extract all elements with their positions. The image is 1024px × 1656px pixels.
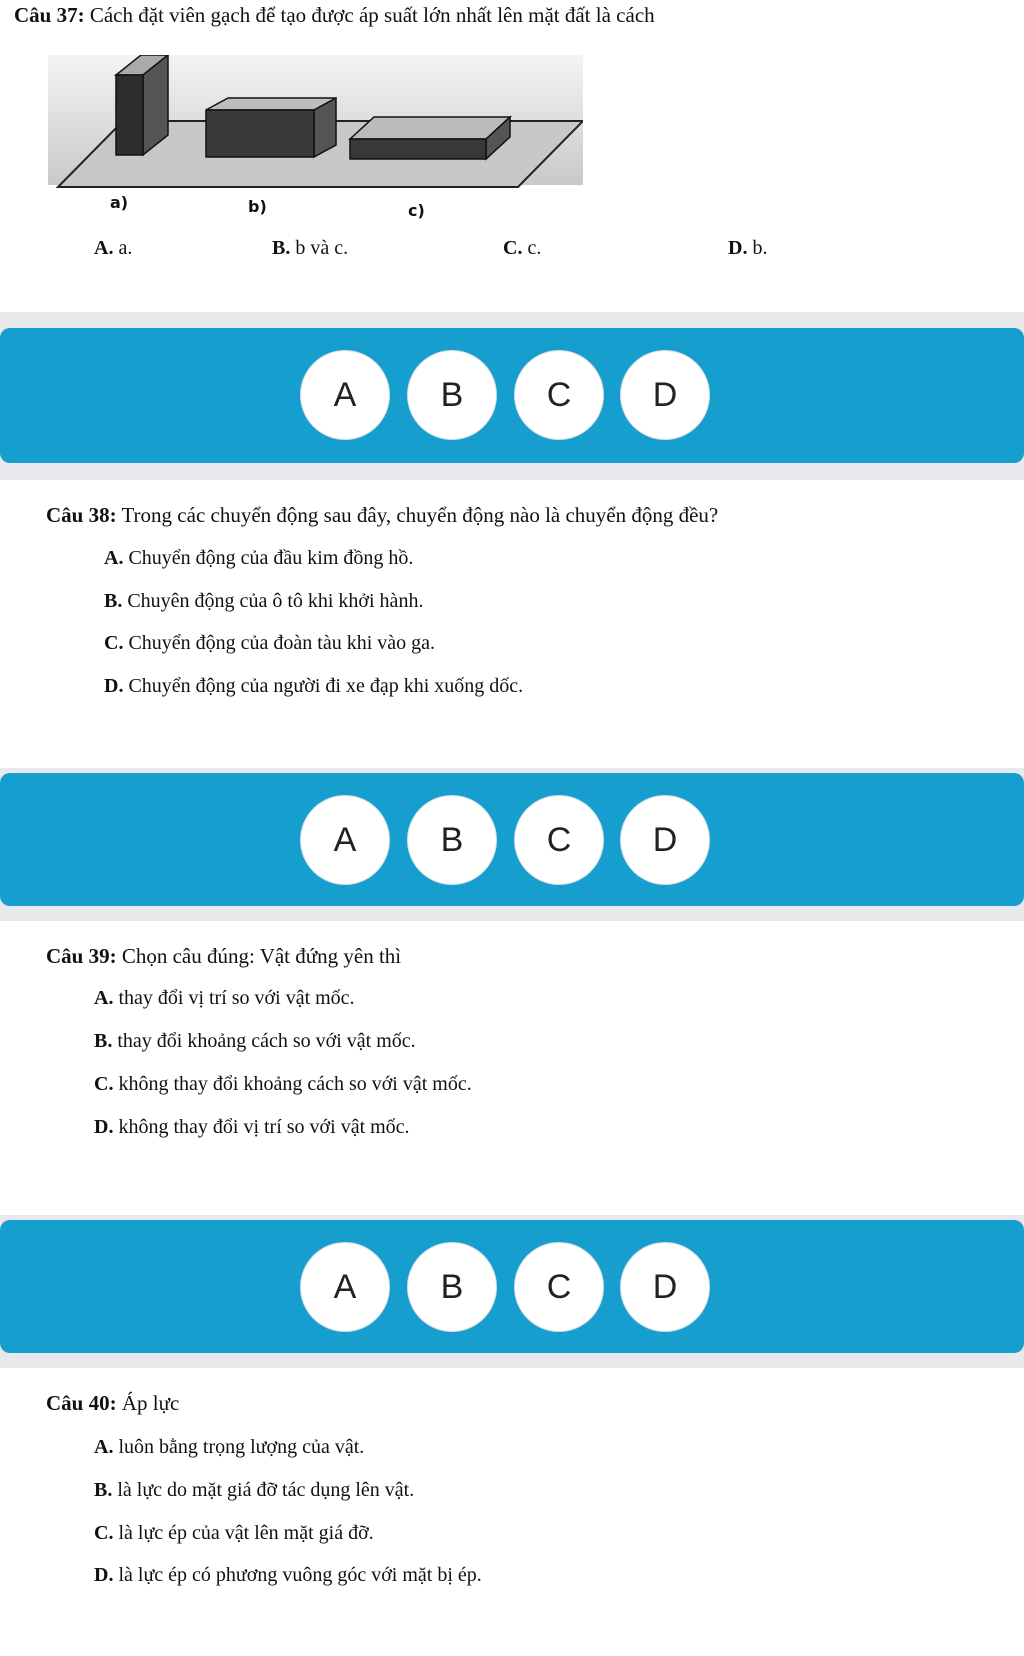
q40-option-b-text: là lực do mặt giá đỡ tác dụng lên vật. [117,1479,415,1501]
bricks-illustration [48,55,583,225]
answer-button-d[interactable]: D [620,795,710,885]
q38-option-b-letter: B. [104,590,123,612]
answer-button-c[interactable]: C [514,1242,604,1332]
answer-band-39 [0,1220,1024,1353]
q40-option-d-letter: D. [94,1564,114,1586]
q40-option-a-letter: A. [94,1436,114,1458]
figure-label-c: c) [408,201,425,220]
figure-label-b: b) [248,197,267,216]
q37-option-d-text: b. [752,237,768,259]
answer-button-a[interactable]: A [300,1242,390,1332]
q40-option-c-text: là lực ép của vật lên mặt giá đỡ. [118,1522,374,1544]
question-38-number: Câu 38: [46,503,117,527]
q40-option-a-text: luôn bằng trọng lượng của vật. [118,1436,365,1458]
answer-button-d[interactable]: D [620,1242,710,1332]
question-37-body: Cách đặt viên gạch để tạo được áp suất lớn nhất lên mặt đất là cách [89,3,655,27]
answer-band-38 [0,773,1024,906]
q39-option-c-text: không thay đổi khoảng cách so với vật mốc. [118,1073,472,1095]
question-card-38 [0,480,1024,768]
q37-option-d [728,235,767,261]
question-39-number: Câu 39: [46,944,117,968]
answer-band-37 [0,328,1024,463]
q39-option-c [94,1071,472,1097]
answer-button-c[interactable]: C [514,350,604,440]
q40-option-d-text: là lực ép có phương vuông góc với mặt bị ép. [118,1564,482,1586]
q39-option-b-text: thay đổi khoảng cách so với vật mốc. [117,1030,416,1052]
question-card-37 [0,0,1024,312]
q37-option-b [272,235,348,261]
q38-option-b [104,588,423,614]
q37-option-c-text: c. [527,237,542,259]
q37-option-a [94,235,132,261]
question-38-text [46,502,718,528]
q38-option-a-letter: A. [104,547,124,569]
q37-option-a-letter: A. [94,237,114,259]
question-39-body: Chọn câu đúng: Vật đứng yên thì [121,944,402,968]
q38-option-a-text: Chuyển động của đầu kim đồng hồ. [128,547,414,569]
q37-option-a-text: a. [118,237,133,259]
question-40-text [46,1390,179,1416]
q37-option-c [503,235,541,261]
q38-option-a [104,545,413,571]
q40-option-b [94,1477,414,1503]
q38-option-d-letter: D. [104,675,124,697]
q38-option-d [104,673,523,699]
q40-option-b-letter: B. [94,1479,113,1501]
answer-button-d[interactable]: D [620,350,710,440]
question-37-number: Câu 37: [14,3,85,27]
q38-option-b-text: Chuyên động của ô tô khi khởi hành. [127,590,424,612]
question-38-body: Trong các chuyển động sau đây, chuyển động nào là chuyển động đều? [121,503,719,527]
q38-option-d-text: Chuyển động của người đi xe đạp khi xuống dốc. [128,675,524,697]
q37-option-c-letter: C. [503,237,523,259]
answer-button-b[interactable]: B [407,1242,497,1332]
question-37-text [14,2,655,28]
q38-option-c-text: Chuyển động của đoàn tàu khi vào ga. [128,632,436,654]
q39-option-d [94,1114,410,1140]
question-40-number: Câu 40: [46,1391,117,1415]
q39-option-d-letter: D. [94,1116,114,1138]
q40-option-d [94,1562,482,1588]
q39-option-c-letter: C. [94,1073,114,1095]
q39-option-a-letter: A. [94,987,114,1009]
figure-label-a: a) [110,193,129,212]
q39-option-b-letter: B. [94,1030,113,1052]
q37-option-b-text: b và c. [295,237,349,259]
q40-option-c [94,1520,374,1546]
answer-button-b[interactable]: B [407,795,497,885]
answer-button-c[interactable]: C [514,795,604,885]
q39-option-a [94,985,355,1011]
q38-option-c-letter: C. [104,632,124,654]
question-39-text [46,943,401,969]
q39-option-a-text: thay đổi vị trí so với vật mốc. [118,987,355,1009]
q38-option-c [104,630,435,656]
question-card-40 [0,1368,1024,1656]
q37-option-b-letter: B. [272,237,291,259]
q39-option-b [94,1028,416,1054]
answer-button-a[interactable]: A [300,350,390,440]
bricks-figure [48,55,583,225]
answer-button-b[interactable]: B [407,350,497,440]
q37-option-d-letter: D. [728,237,748,259]
q40-option-c-letter: C. [94,1522,114,1544]
question-40-body: Áp lực [121,1391,180,1415]
answer-button-a[interactable]: A [300,795,390,885]
q40-option-a [94,1434,364,1460]
q39-option-d-text: không thay đổi vị trí so với vật mốc. [118,1116,410,1138]
question-card-39 [0,921,1024,1215]
